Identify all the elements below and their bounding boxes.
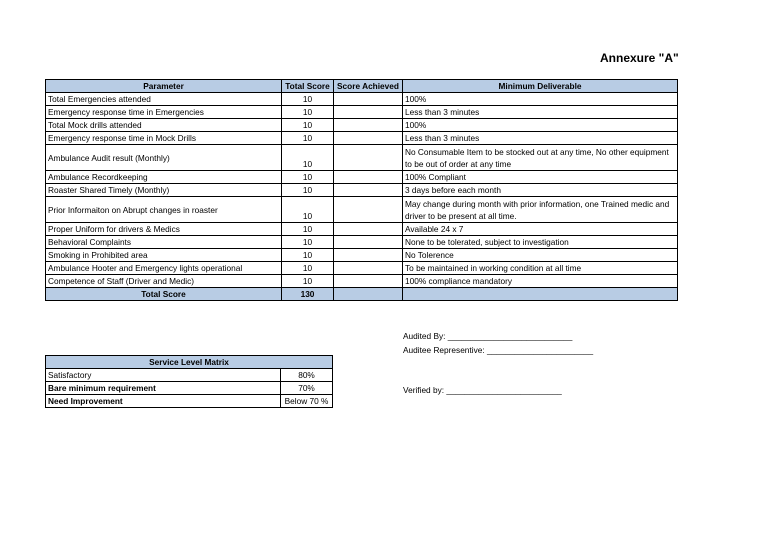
table-row: [46, 184, 678, 197]
service-level-value: 80%: [281, 369, 333, 382]
score-achieved-cell[interactable]: [334, 132, 403, 145]
deliverable-cell: None to be tolerated, subject to investigation: [403, 236, 678, 249]
header-minimum-deliverable: Minimum Deliverable: [403, 80, 678, 93]
parameter-cell: Prior Informaiton on Abrupt changes in roaster: [46, 197, 282, 223]
deliverable-cell: 100% compliance mandatory: [403, 275, 678, 288]
parameter-cell: Smoking in Prohibited area: [46, 249, 282, 262]
total-score-cell: 10: [282, 236, 334, 249]
audited-by-line: Audited By: ___________________________: [403, 331, 573, 341]
total-score-cell: 10: [282, 184, 334, 197]
score-achieved-cell[interactable]: [334, 236, 403, 249]
table-row: [46, 236, 678, 249]
score-achieved-cell[interactable]: [334, 184, 403, 197]
table-row: [46, 106, 678, 119]
score-achieved-cell[interactable]: [334, 249, 403, 262]
header-total-score: Total Score: [282, 80, 334, 93]
service-level-label: Satisfactory: [46, 369, 281, 382]
deliverable-cell: Less than 3 minutes: [403, 132, 678, 145]
deliverable-cell: No Tolerence: [403, 249, 678, 262]
audit-parameters-table: [45, 79, 678, 301]
annexure-title: Annexure "A": [600, 51, 679, 65]
total-score-cell: 10: [282, 93, 334, 106]
total-score-row: [46, 288, 678, 301]
service-level-value: Below 70 %: [281, 395, 333, 408]
deliverable-cell: To be maintained in working condition at all time: [403, 262, 678, 275]
score-achieved-cell[interactable]: [334, 119, 403, 132]
total-score-cell: 10: [282, 171, 334, 184]
total-score-cell: 10: [282, 223, 334, 236]
deliverable-cell: 100% Compliant: [403, 171, 678, 184]
score-achieved-cell[interactable]: [334, 145, 403, 171]
service-level-header-row: [46, 356, 333, 369]
total-score-cell: 10: [282, 132, 334, 145]
parameter-cell: Total Emergencies attended: [46, 93, 282, 106]
parameter-cell: Competence of Staff (Driver and Medic): [46, 275, 282, 288]
service-level-title: Service Level Matrix: [46, 356, 333, 369]
verified-by-line: Verified by: _________________________: [403, 385, 562, 395]
total-score-value: 130: [282, 288, 334, 301]
total-score-cell: 10: [282, 275, 334, 288]
deliverable-cell: 100%: [403, 93, 678, 106]
deliverable-cell: May change during month with prior information, one Trained medic and driver to be present at all time.: [403, 197, 678, 223]
service-level-matrix-table: [45, 355, 333, 408]
header-parameter: Parameter: [46, 80, 282, 93]
total-score-achieved: [334, 288, 403, 301]
service-level-row: [46, 395, 333, 408]
auditee-representative-line: Auditee Representive: _______________________: [403, 345, 594, 355]
parameter-cell: Behavioral Complaints: [46, 236, 282, 249]
score-achieved-cell[interactable]: [334, 171, 403, 184]
score-achieved-cell[interactable]: [334, 197, 403, 223]
parameter-cell: Ambulance Hooter and Emergency lights operational: [46, 262, 282, 275]
table-row: [46, 249, 678, 262]
table-row: [46, 145, 678, 171]
total-score-cell: 10: [282, 145, 334, 171]
parameter-cell: Emergency response time in Mock Drills: [46, 132, 282, 145]
total-score-deliverable: [403, 288, 678, 301]
parameter-cell: Proper Uniform for drivers & Medics: [46, 223, 282, 236]
total-score-cell: 10: [282, 262, 334, 275]
deliverable-cell: 3 days before each month: [403, 184, 678, 197]
table-row: [46, 197, 678, 223]
table-row: [46, 119, 678, 132]
parameter-cell: Emergency response time in Emergencies: [46, 106, 282, 119]
total-score-cell: 10: [282, 197, 334, 223]
table-row: [46, 132, 678, 145]
score-achieved-cell[interactable]: [334, 275, 403, 288]
service-level-label: Bare minimum requirement: [46, 382, 281, 395]
table-row: [46, 275, 678, 288]
header-score-achieved: Score Achieved: [334, 80, 403, 93]
parameter-cell: Ambulance Recordkeeping: [46, 171, 282, 184]
score-achieved-cell[interactable]: [334, 262, 403, 275]
total-score-cell: 10: [282, 106, 334, 119]
score-achieved-cell[interactable]: [334, 106, 403, 119]
deliverable-cell: Available 24 x 7: [403, 223, 678, 236]
service-level-row: [46, 382, 333, 395]
total-score-label: Total Score: [46, 288, 282, 301]
total-score-cell: 10: [282, 119, 334, 132]
table-row: [46, 93, 678, 106]
score-achieved-cell[interactable]: [334, 223, 403, 236]
deliverable-cell: Less than 3 minutes: [403, 106, 678, 119]
score-achieved-cell[interactable]: [334, 93, 403, 106]
table-row: [46, 262, 678, 275]
parameter-cell: Roaster Shared Timely (Monthly): [46, 184, 282, 197]
service-level-row: [46, 369, 333, 382]
deliverable-cell: 100%: [403, 119, 678, 132]
total-score-cell: 10: [282, 249, 334, 262]
table-row: [46, 223, 678, 236]
table-row: [46, 171, 678, 184]
parameter-cell: Ambulance Audit result (Monthly): [46, 145, 282, 171]
table-header-row: [46, 80, 678, 93]
service-level-value: 70%: [281, 382, 333, 395]
parameter-cell: Total Mock drills attended: [46, 119, 282, 132]
deliverable-cell: No Consumable Item to be stocked out at any time, No other equipment to be out of order at any time: [403, 145, 678, 171]
service-level-label: Need Improvement: [46, 395, 281, 408]
